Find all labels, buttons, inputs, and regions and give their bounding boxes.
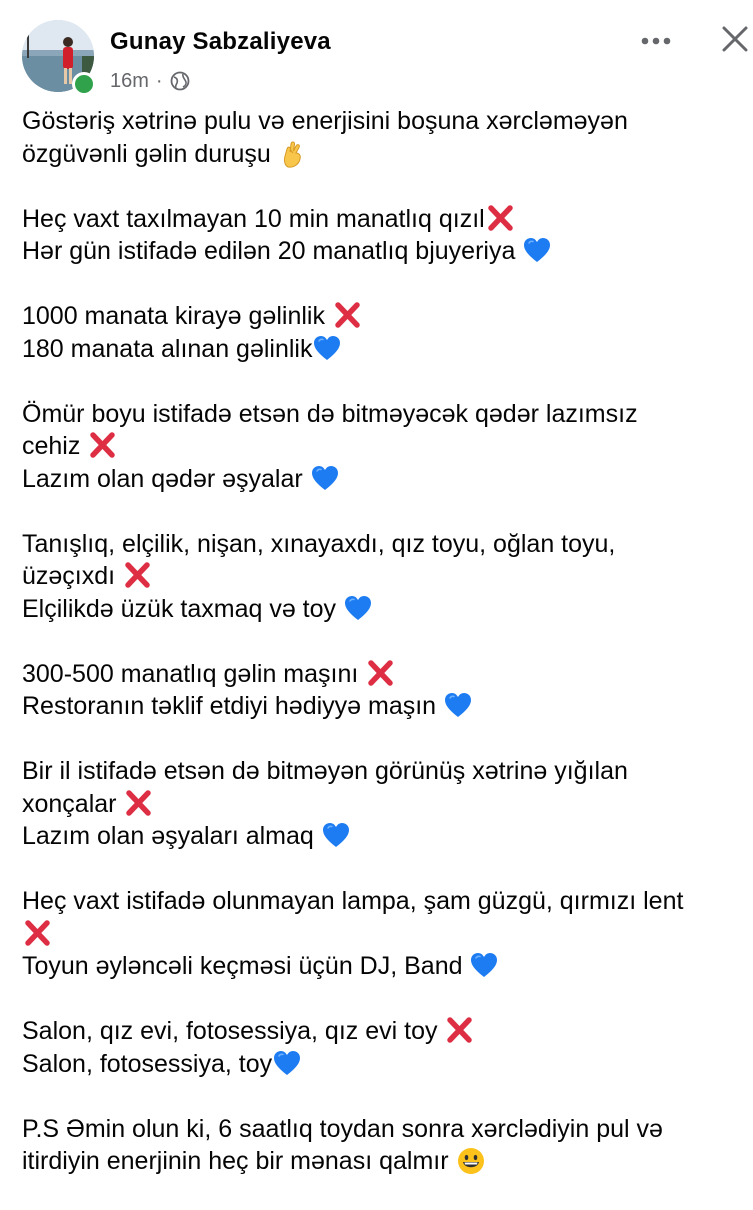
post-line: [22, 430, 753, 463]
post-line-text: Salon, fotosessiya, toy: [22, 1049, 273, 1078]
post-line-text: üzəçıxdı: [22, 562, 123, 590]
post-line: [22, 398, 753, 431]
post-line: [22, 690, 753, 723]
post-line: [22, 528, 753, 561]
post-line-text: Heç vaxt istifadə olunmayan lampa, şam güzgü, qırmızı lent: [22, 887, 684, 915]
post-paragraph: [22, 203, 753, 268]
post-line-text: Elçilikdə üzük taxmaq və toy: [22, 594, 343, 623]
post-line-text: 180 manata alınan gəlinlik: [22, 334, 313, 363]
post-line: [22, 300, 753, 333]
ellipsis-icon: [640, 32, 672, 50]
post-line-text: Heç vaxt taxılmayan 10 min manatlıq qızıl: [22, 204, 485, 233]
cross-mark-icon: [123, 789, 153, 817]
cross-mark-icon: [22, 919, 52, 947]
globe-icon[interactable]: [170, 71, 190, 91]
cross-mark-icon: [485, 204, 515, 232]
post-line: [22, 1145, 753, 1178]
cross-mark-icon: [444, 1016, 474, 1044]
cross-mark-icon: [122, 561, 152, 589]
post-line: [22, 203, 753, 236]
post-line-text: xonçalar: [22, 789, 124, 818]
online-status-dot: [72, 72, 96, 96]
post-line: [22, 235, 753, 268]
blue-heart-icon: [522, 236, 552, 264]
blue-heart-icon: [312, 334, 342, 362]
post-line-text: Lazım olan qədər əşyalar: [22, 464, 310, 493]
post-line: [22, 1048, 753, 1081]
post-line-text: Ömür boyu istifadə etsən də bitməyəcək qədər lazımsız: [22, 399, 638, 428]
post-line: [22, 885, 753, 918]
post-line-text: Restoranın təklif etdiyi hədiyyə maşın: [22, 692, 444, 720]
post-line-text: Bir il istifadə etsən də bitməyən görünüş xətrinə yığılan: [22, 757, 628, 785]
post-line: [22, 658, 753, 691]
cross-mark-icon: [87, 431, 117, 459]
crossed-fingers-icon: [278, 139, 308, 167]
post-paragraph: [22, 398, 753, 496]
blue-heart-icon: [469, 951, 499, 979]
post-line-text: Hər gün istifadə edilən 20 manatlıq bjuyeriya: [22, 237, 523, 265]
post-paragraph: [22, 658, 753, 723]
post-line: [22, 105, 753, 138]
post-header: [0, 0, 753, 100]
post-line-text: Göstəriş xətrinə pulu və enerjisini boşuna xərcləməyən: [22, 107, 628, 135]
blue-heart-icon: [272, 1049, 302, 1077]
blue-heart-icon: [443, 691, 473, 719]
blue-heart-icon: [321, 821, 351, 849]
post-paragraph: [22, 1113, 753, 1178]
meta-separator: ·: [155, 69, 163, 92]
post-text: [22, 105, 753, 1210]
post-line: [22, 1113, 753, 1146]
post-meta: [110, 68, 190, 94]
post-line: [22, 950, 753, 983]
post-line: [22, 138, 753, 171]
author-name[interactable]: Gunay Sabzaliyeva: [110, 28, 331, 55]
post-line-text: 300-500 manatlıq gəlin maşını: [22, 659, 366, 688]
grinning-face-icon: [456, 1146, 486, 1174]
post-line: [22, 788, 753, 821]
blue-heart-icon: [343, 594, 373, 622]
post-paragraph: [22, 885, 753, 983]
close-button[interactable]: [716, 22, 753, 60]
post-line: [22, 1015, 753, 1048]
blue-heart-icon: [310, 464, 340, 492]
post-line-text: Lazım olan əşyaları almaq: [22, 822, 321, 850]
post-line-text: itirdiyin enerjinin heç bir mənası qalmır: [22, 1147, 456, 1175]
post-paragraph: [22, 755, 753, 853]
post-line-text: P.S Əmin olun ki, 6 saatlıq toydan sonra xərclədiyin pul və: [22, 1114, 663, 1143]
post-paragraph: [22, 300, 753, 365]
close-icon: [721, 25, 749, 58]
post-paragraph: [22, 105, 753, 170]
post-line: [22, 593, 753, 626]
post-line: [22, 560, 753, 593]
post-line-text: 1000 manata kirayə gəlinlik: [22, 302, 332, 330]
post-line: [22, 820, 753, 853]
post-line: [22, 333, 753, 366]
post-paragraph: [22, 528, 753, 626]
post-line-text: Toyun əyləncəli keçməsi üçün DJ, Band: [22, 952, 470, 980]
post-line: [22, 463, 753, 496]
post-paragraph: [22, 1015, 753, 1080]
post-line: [22, 755, 753, 788]
post-line-text: Salon, qız evi, fotosessiya, qız evi toy: [22, 1017, 445, 1045]
cross-mark-icon: [332, 301, 362, 329]
post-line-text: özgüvənli gəlin duruşu: [22, 139, 278, 168]
cross-mark-icon: [365, 659, 395, 687]
post-time[interactable]: 16m: [110, 69, 149, 92]
more-options-button[interactable]: [636, 26, 676, 56]
post-line-text: cehiz: [22, 432, 88, 460]
post-line: [22, 918, 753, 951]
post-line-text: Tanışlıq, elçilik, nişan, xınayaxdı, qız toyu, oğlan toyu,: [22, 529, 616, 558]
